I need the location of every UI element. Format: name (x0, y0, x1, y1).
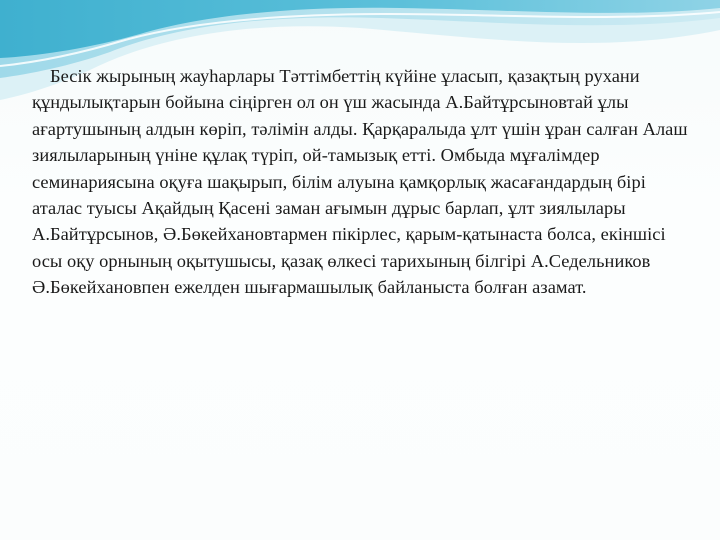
body-paragraph: Бесік жырының жауһарлары Тәттімбеттің күйіне ұласып, қазақтың рухани құндылықтарын бойына сіңірген ол он үш жасында А.Байтұрсыновтай ұлы ағартушының алдын көріп, тәлімін алды. Қарқаралыда ұлт үшін ұран салған Алаш зиялыларының үніне құлақ түріп, ой-тамызық етті. Омбыда мұғалімдер семинариясына оқуға шақырып, білім алуына қамқорлық жасағандардың бірі аталас туысы Ақайдың Қасені заман ағымын дұрыс барлап, ұлт зиялылары А.Байтұрсынов, Ә.Бөкейхановтармен пікірлес, қарым-қатынаста болса, екіншісі осы оқу орнының оқытушысы, қазақ өлкесі тарихының білгірі А.Седельников Ә.Бөкейхановпен ежелден шығармашылық байланыста болған азамат. (32, 66, 688, 298)
